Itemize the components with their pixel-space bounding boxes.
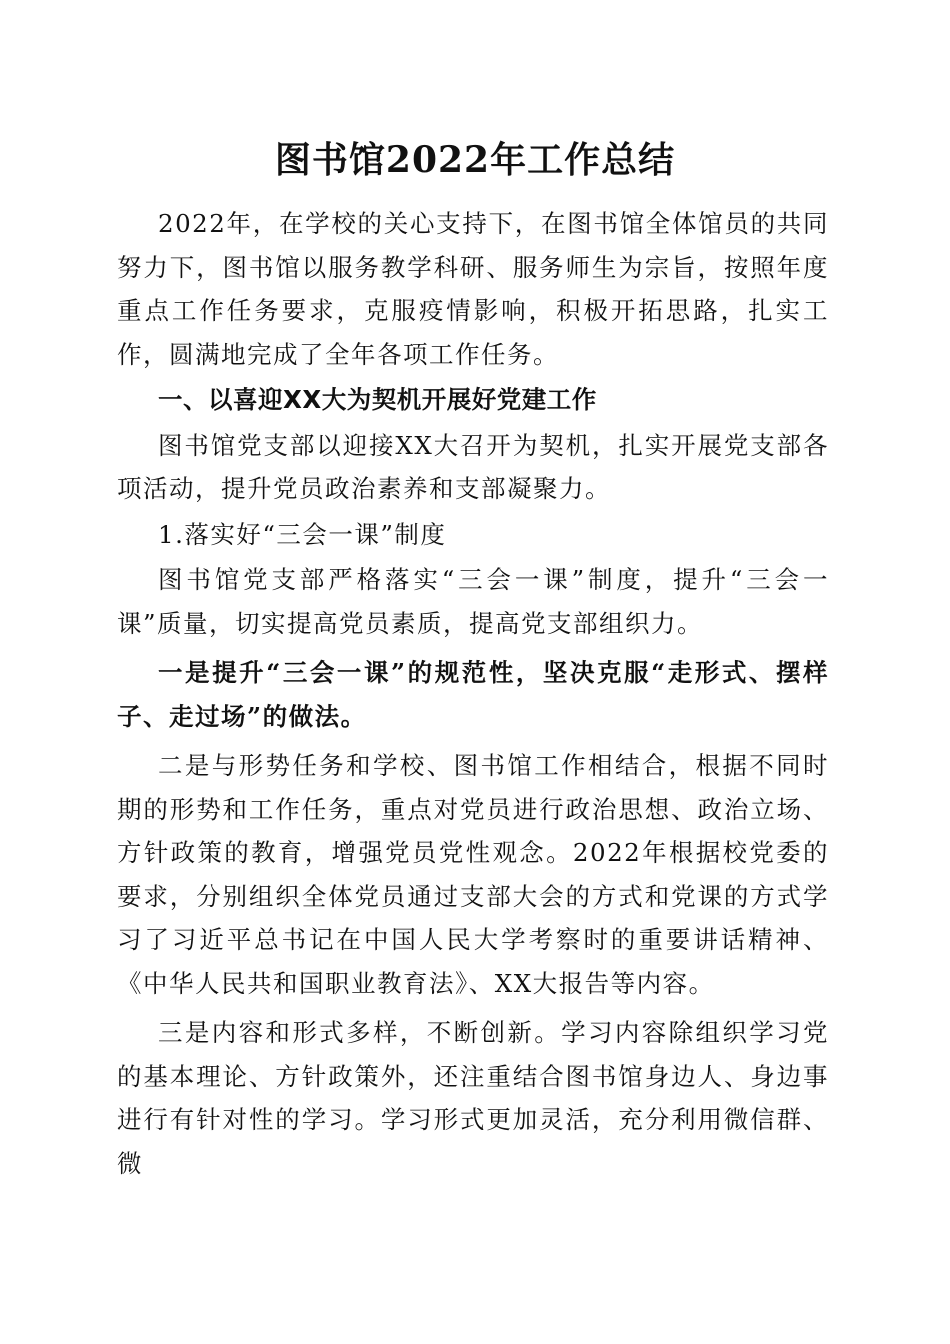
section-1-paragraph: 图书馆党支部以迎接XX大召开为契机，扎实开展党支部各项活动，提升党员政治素养和支部凝聚力。: [117, 430, 829, 503]
document-body: [117, 202, 829, 1185]
subsection-1-paragraph: 图书馆党支部严格落实“三会一课”制度，提升“三会一课”质量，切实提高党员素质，提高党支部组织力。: [117, 565, 829, 638]
intro-paragraph: 2022年，在学校的关心支持下，在图书馆全体馆员的共同努力下，图书馆以服务教学科研、服务师生为宗旨，按照年度重点工作任务要求，克服疫情影响，积极开拓思路，扎实工作，圆满地完成了全年各项工作任务。: [117, 209, 829, 369]
point-2-paragraph: 二是与形势任务和学校、图书馆工作相结合，根据不同时期的形势和工作任务，重点对党员进行政治思想、政治立场、方针政策的教育，增强党员党性观念。2022年根据校党委的要求，分别组织全体党员通过支部大会的方式和党课的方式学习了习近平总书记在中国人民大学考察时的重要讲话精神、《中华人民共和国职业教育法》、XX大报告等内容。: [117, 751, 829, 998]
point-3-paragraph: 三是内容和形式多样，不断创新。学习内容除组织学习党的基本理论、方针政策外，还注重结合图书馆身边人、身边事进行有针对性的学习。学习形式更加灵活，充分利用微信群、微: [117, 1018, 829, 1178]
point-1-paragraph: 一是提升“三会一课”的规范性，坚决克服“走形式、摆样子、走过场”的做法。: [117, 658, 829, 731]
subsection-1-heading: 1.落实好“三会一课”制度: [158, 519, 447, 549]
section-1-heading: 一、以喜迎XX大为契机开展好党建工作: [158, 385, 597, 414]
document-title: 图书馆2022年工作总结: [274, 139, 676, 181]
